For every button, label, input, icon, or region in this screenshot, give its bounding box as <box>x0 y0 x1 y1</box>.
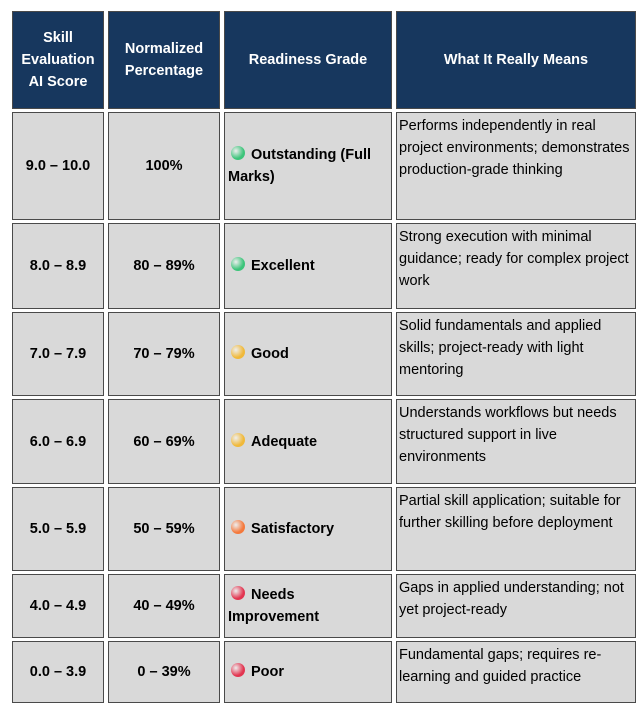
score-cell: 6.0 – 6.9 <box>12 399 104 484</box>
meaning-cell: Performs independently in real project environments; demonstrates production-grade thinking <box>396 112 636 220</box>
table-row <box>12 112 636 220</box>
percent-cell: 60 – 69% <box>108 399 220 484</box>
grade-cell <box>224 223 392 309</box>
percent-cell: 0 – 39% <box>108 641 220 703</box>
grade-cell <box>224 574 392 638</box>
meaning-cell: Gaps in applied understanding; not yet project-ready <box>396 574 636 638</box>
score-cell: 4.0 – 4.9 <box>12 574 104 638</box>
grade-label: Needs Improvement <box>228 587 320 625</box>
score-cell: 9.0 – 10.0 <box>12 112 104 220</box>
grade-cell <box>224 312 392 396</box>
readiness-grade-table <box>8 8 640 706</box>
status-dot-icon <box>231 520 245 534</box>
table-row <box>12 312 636 396</box>
header-row <box>12 11 636 109</box>
grade-cell <box>224 487 392 571</box>
meaning-cell: Strong execution with minimal guidance; ready for complex project work <box>396 223 636 309</box>
meaning-cell: Solid fundamentals and applied skills; project-ready with light mentoring <box>396 312 636 396</box>
score-cell: 7.0 – 7.9 <box>12 312 104 396</box>
percent-cell: 40 – 49% <box>108 574 220 638</box>
header-score: Skill Evaluation AI Score <box>12 11 104 109</box>
grade-label: Outstanding (Full Marks) <box>228 147 372 185</box>
table-row <box>12 223 636 309</box>
table-row <box>12 487 636 571</box>
percent-cell: 50 – 59% <box>108 487 220 571</box>
score-cell: 5.0 – 5.9 <box>12 487 104 571</box>
score-cell: 0.0 – 3.9 <box>12 641 104 703</box>
meaning-cell: Fundamental gaps; requires re-learning and guided practice <box>396 641 636 703</box>
header-percentage: Normalized Percentage <box>108 11 220 109</box>
grade-label: Good <box>251 346 289 362</box>
table-row <box>12 641 636 703</box>
grade-cell <box>224 112 392 220</box>
status-dot-icon <box>231 146 245 160</box>
status-dot-icon <box>231 345 245 359</box>
percent-cell: 100% <box>108 112 220 220</box>
status-dot-icon <box>231 663 245 677</box>
header-meaning: What It Really Means <box>396 11 636 109</box>
status-dot-icon <box>231 433 245 447</box>
grade-cell <box>224 399 392 484</box>
grade-label: Satisfactory <box>251 521 335 537</box>
grade-cell <box>224 641 392 703</box>
status-dot-icon <box>231 257 245 271</box>
percent-cell: 70 – 79% <box>108 312 220 396</box>
grade-label: Excellent <box>251 258 315 274</box>
header-grade: Readiness Grade <box>224 11 392 109</box>
table-row <box>12 399 636 484</box>
percent-cell: 80 – 89% <box>108 223 220 309</box>
status-dot-icon <box>231 586 245 600</box>
grade-label: Poor <box>251 664 285 680</box>
table-row <box>12 574 636 638</box>
score-cell: 8.0 – 8.9 <box>12 223 104 309</box>
meaning-cell: Partial skill application; suitable for further skilling before deployment <box>396 487 636 571</box>
grade-label: Adequate <box>251 433 318 450</box>
meaning-cell: Understands workflows but needs structured support in live environments <box>396 399 636 484</box>
